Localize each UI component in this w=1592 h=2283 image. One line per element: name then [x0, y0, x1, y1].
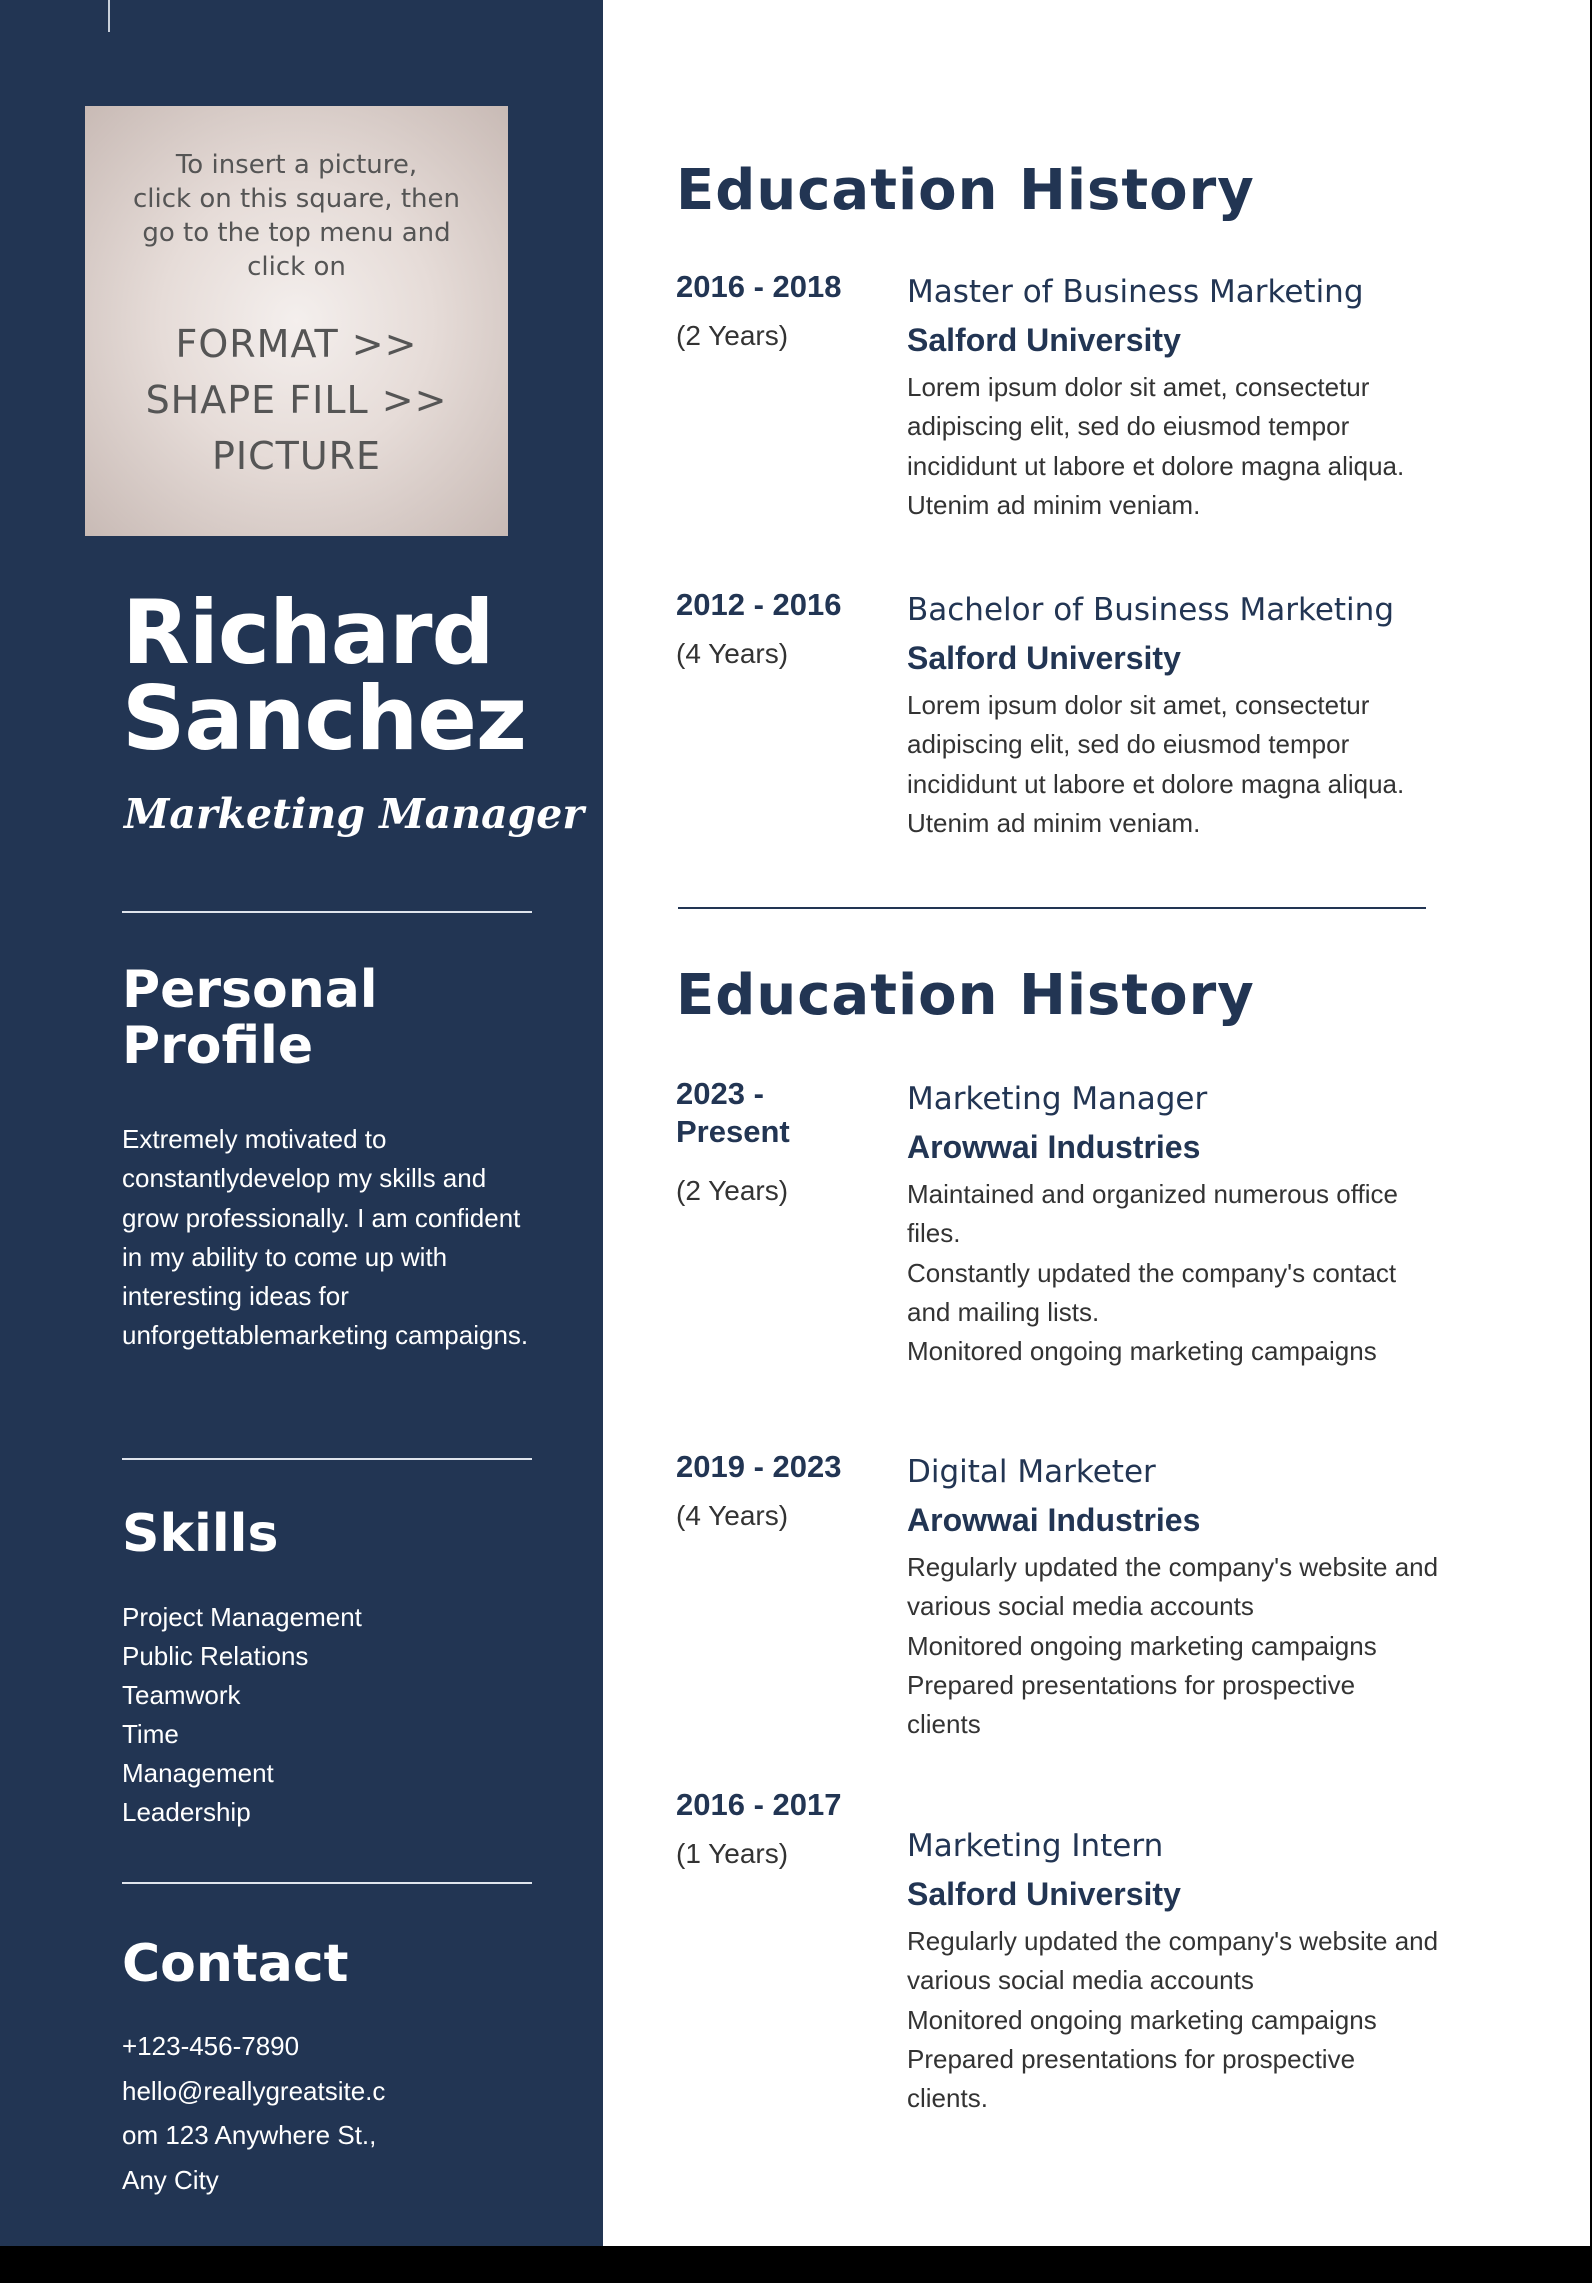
skill-item: Project Management: [122, 1602, 362, 1632]
entry-school: Salford University: [907, 640, 1181, 676]
contact-list: [122, 2024, 542, 2202]
entry-description: [907, 1548, 1527, 1744]
entry-company: Salford University: [907, 1876, 1181, 1912]
entry-role: Marketing Manager: [907, 1081, 1208, 1117]
skills-list: [122, 1598, 542, 1832]
description-line: Maintained and organized numerous office: [907, 1179, 1398, 1209]
description-line: Constantly updated the company's contact: [907, 1257, 1397, 1288]
description-line: and mailing lists.: [907, 1296, 1100, 1327]
skill-item: Management: [122, 1758, 274, 1788]
entry-details: [907, 1075, 1507, 1371]
skills-heading: Skills: [122, 1504, 279, 1564]
skill-item: Public Relations: [122, 1641, 309, 1671]
divider: [122, 1458, 532, 1460]
entry-description: [907, 686, 1507, 843]
entry-years: 2016 - 2018: [676, 269, 842, 304]
entry-duration: (4 Years): [676, 638, 789, 669]
entry-years: 2016 - 2017: [676, 1787, 842, 1822]
profile-heading: [122, 962, 378, 1074]
divider: [122, 911, 532, 913]
section-divider: [678, 907, 1426, 909]
contact-heading: Contact: [122, 1934, 349, 1994]
description-line: Monitored ongoing marketing campaigns: [907, 2004, 1377, 2035]
photo-action-line: FORMAT >>: [175, 322, 418, 366]
entry-degree: Master of Business Marketing: [907, 274, 1364, 310]
skill-item: Teamwork: [122, 1680, 241, 1710]
divider: [122, 1882, 532, 1884]
photo-action-line: PICTURE: [211, 434, 382, 478]
entry-description: [907, 1175, 1507, 1371]
photo-hint-line: go to the top menu and: [142, 218, 451, 248]
description-line: various social media accounts: [907, 1965, 1254, 1996]
entry-duration: (2 Years): [676, 320, 789, 351]
entry-years: 2012 - 2016: [676, 587, 842, 622]
first-name: Richard: [122, 581, 494, 684]
skill-item: Leadership: [122, 1797, 251, 1827]
entry-details: [907, 1448, 1527, 1744]
entry-company: Arowwai Industries: [907, 1502, 1201, 1538]
contact-address: om 123 Anywhere St.,: [122, 2120, 377, 2150]
entry-company: Arowwai Industries: [907, 1129, 1201, 1165]
description-line: Lorem ipsum dolor sit amet, consectetur: [907, 372, 1370, 402]
description-line: adipiscing elit, sed do eiusmod tempor: [907, 411, 1350, 442]
entry-degree: Bachelor of Business Marketing: [907, 592, 1394, 628]
entry-duration: (2 Years): [676, 1175, 789, 1206]
description-line: Regularly updated the company's website and: [907, 1552, 1439, 1582]
photo-hint-line: click on: [247, 252, 346, 282]
experience-heading: Education History: [676, 963, 1255, 1028]
job-title: Marketing Manager: [124, 790, 584, 838]
entry-role: Digital Marketer: [907, 1454, 1156, 1490]
contact-email[interactable]: hello@reallygreatsite.c: [122, 2075, 386, 2106]
entry-duration: (1 Years): [676, 1838, 789, 1869]
profile-heading-line: Personal: [122, 960, 378, 1020]
description-line: various social media accounts: [907, 1591, 1254, 1622]
entry-duration: (4 Years): [676, 1500, 789, 1531]
description-line: incididunt ut labore et dolore magna aliqua.: [907, 450, 1405, 481]
entry-details: [907, 586, 1507, 843]
photo-action-line: SHAPE FILL >>: [145, 378, 448, 422]
description-line: clients.: [907, 2083, 988, 2114]
sidebar: [0, 0, 603, 2246]
entry-role: Marketing Intern: [907, 1828, 1164, 1864]
description-line: Monitored ongoing marketing campaigns: [907, 1630, 1377, 1661]
photo-hint-line: To insert a picture,: [175, 150, 418, 180]
photo-hint-line: click on this square, then: [133, 184, 460, 214]
profile-text: Extremely motivated to constantlydevelop my skills and grow professionally. I am confident in my ability to come up with interesting ideas for unforgettablemarketing campaigns.: [122, 1124, 529, 1351]
cursor-mark: [108, 0, 110, 32]
description-line: Regularly updated the company's website and: [907, 1926, 1439, 1956]
description-line: Lorem ipsum dolor sit amet, consectetur: [907, 690, 1370, 720]
photo-action: [105, 316, 488, 484]
entry-description: [907, 368, 1507, 525]
description-line: Monitored ongoing marketing campaigns: [907, 1336, 1377, 1367]
entry-years: 2019 - 2023: [676, 1449, 842, 1484]
person-name: [122, 581, 527, 770]
contact-city: Any City: [122, 2164, 219, 2195]
entry-details: [907, 1822, 1527, 2118]
contact-phone[interactable]: +123-456-7890: [122, 2031, 300, 2061]
description-line: Prepared presentations for prospective: [907, 1669, 1356, 1700]
profile-heading-line: Profile: [122, 1016, 314, 1076]
education-heading: Education History: [676, 158, 1255, 223]
description-line: Utenim ad minim veniam.: [907, 807, 1201, 838]
entry-years: 2023 - Present: [676, 1076, 790, 1149]
description-line: clients: [907, 1709, 981, 1740]
photo-hint: [115, 148, 478, 284]
photo-placeholder[interactable]: [85, 106, 508, 536]
description-line: files.: [907, 1218, 961, 1249]
entry-details: [907, 268, 1507, 525]
entry-description: [907, 1922, 1527, 2118]
description-line: adipiscing elit, sed do eiusmod tempor: [907, 729, 1350, 760]
skill-item: Time: [122, 1719, 179, 1749]
description-line: Utenim ad minim veniam.: [907, 489, 1201, 520]
entry-school: Salford University: [907, 322, 1181, 358]
description-line: Prepared presentations for prospective: [907, 2043, 1356, 2074]
last-name: Sanchez: [122, 667, 527, 770]
description-line: incididunt ut labore et dolore magna aliqua.: [907, 768, 1405, 799]
